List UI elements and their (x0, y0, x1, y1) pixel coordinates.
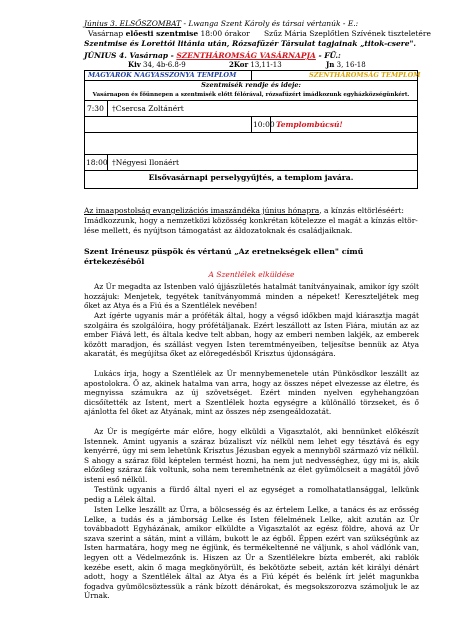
prayer-intention-text: Imádkozzunk, hogy a nemzetközi közösség konkrétan kötelezze el magát a kínzás eltör- (84, 216, 418, 225)
feast-name: SZENTHÁROMSÁG VASÁRNAPJA (176, 51, 316, 60)
article-paragraph: Azt ígérte ugyanis már a próféták által, hogy a végső időkben majd kiárasztja magát szolgáira és szolgálóira, hogy prófétáljanak. Ezért leszállott az Isten Fiára, miután az az ember Fiává lett, és általa kedve telt abban, hogy az emberi nemben lakjék, az emberek között maradjon, és szállást vegyen Isten teremtményeiben, teljesítse bennük az Atya akaratát, és megújítsa őket az elöregedésből Krisztus újdonságára. (84, 311, 419, 359)
reading-2: 2Kor 13,11-13 (229, 60, 282, 69)
article-paragraph: Testünk ugyanis a fürdő által nyeri el az egységet a romolhatatlansággal, lelkünk pedig a Lélek által. (84, 485, 419, 504)
schedule-row-intention: Templombúcsú! (276, 120, 343, 129)
schedule-footer: Elsővasárnapi perselygyűjtés, a templom javára. (148, 173, 354, 182)
schedule-row-intention: †Négyesi Ilonáért (112, 158, 180, 167)
schedule-row-intention: †Csercsa Zoltánért (112, 104, 184, 113)
reading-1: Kiv 34, 4b-6.8-9 (128, 60, 186, 69)
gospel-reading: Jn 3, 16-18 (326, 60, 366, 69)
vigil-mass-line: Vasárnap előesti szentmise 18:00 órakor (88, 29, 250, 38)
saturday-line: Június 3. ELSŐSZOMBAT - Lwanga Szent Károly és társai vértanúk - E.: (84, 19, 359, 28)
vigil-mass-intention: Szűz Mária Szeplőtlen Szívének tiszteletére (264, 29, 431, 38)
article-title: értekezéséből (84, 257, 145, 266)
schedule-header: Szentmisék rendje és ideje: (201, 81, 301, 89)
prayer-intention-line: Az imaapostolság evangelizációs imaszándéka június hónapra, a kínzás eltörléséért: (84, 206, 404, 215)
schedule-row-time: 10:00 (253, 120, 275, 129)
church-left-name: MAGYAROK NAGYASSZONYA TEMPLOM (88, 71, 237, 79)
article-title: Szent Iréneusz püspök és vértanú „Az eretnekségek ellen" című (84, 247, 364, 256)
article-paragraph: Lukács írja, hogy a Szentlélek az Úr mennybemenetele után Pünkösdkor leszállt az apostolokra. Ő az, akinek hatalma van arra, hogy az összes népet elvezesse az életre, és megnyissa számukra az új szövetséget. Ezért minden nyelven egyhehangzóan dicsőítették az Istent, mert a Szentlélek hozta egységre a különálló törzseket, és ő ajánlotta fel őket az Atyának, mint az összes nép zsengeáldozatát. (84, 369, 419, 417)
sunday-title: JÚNIUS 4. Vasárnap - SZENTHÁROMSÁG VASÁRNAPJA - FÜ.: (84, 51, 341, 60)
rosary-society-line: Szentmise és Lorettói litánia után, Rózsafüzér Társulat tagjainak „titok-csere". (84, 39, 416, 48)
schedule-row-time: 7:30 (87, 104, 104, 113)
schedule-note: Vasárnapon és főünnepen a szentmisék előtt félórával, rózsafüzért imádkozunk egyházközségünkért. (92, 92, 410, 98)
prayer-intention-text: lése mellett, és nyújtson támogatást az áldozatoknak és családjaiknak. (84, 226, 353, 235)
schedule-row-time: 18:00 (86, 158, 108, 167)
article-paragraph: Az Úr is megígérte már előre, hogy elküldi a Vigasztalót, aki bennünket előkészít Istennek. Amint ugyanis a száraz búzaliszt víz nélkül nem lehet egy tésztává és egy kenyérré, úgy mi sem lehetünk Krisztus Jézusban egyek a mennyből származó víz nélkül. S ahogy a száraz föld képtelen termést hozni, ha nem jut nedvességhez, úgy mi is, akik előzőleg száraz fák voltunk, soha nem teremhetnénk az élet gyümölcseit a magától jövő isteni eső nélkül. (84, 427, 419, 484)
church-right-name: SZENTHÁROMSÁG TEMPLOM (309, 71, 421, 79)
article-subtitle: A Szentlélek elküldése (208, 270, 295, 279)
article-paragraph: Az Úr megadta az Istenben való újjászületés hatalmát tanítványainak, amikor így szólt hozzájuk: Menjetek, tegyétek tanítványommá minden a népeket! Kereszteljétek meg őket az Atya és a Fiú és a Szentlélek nevében! (84, 282, 419, 311)
article-paragraph: Isten Lelke leszállt az Úrra, a bölcsesség és az értelem Lelke, a tanács és az erősség Lelke, a tudás és a jámborság Lelke és Isten félelmének Lelke, akit azután az Úr továbbadott Egyházának, amikor elküldte a Vigasztalót az egész földre, ahová az Úr szava szerint a sátán, mint a villám, bukott le az égből. Éppen ezért van szükségünk az Isten harmatára, hogy meg ne égjünk, és termékeltenné ne váljunk, s ahol vádlónk van, legyen ott a Védelmezőnk is. Hiszen az Úr a Szentlélekre bízta emberét, aki rablók kezébe esett, akin ő maga megkönyörült, és bekötözte sebeit, aztán két királyi dénárt adott, hogy a Szentlélek által az Atya és a Fiú képét és belénk írt jelét magunkba fogadva gyümölcsöztessük a ránk bízott dénárokat, és megsokszorozva számoljuk le az Úrnak. (84, 505, 419, 601)
